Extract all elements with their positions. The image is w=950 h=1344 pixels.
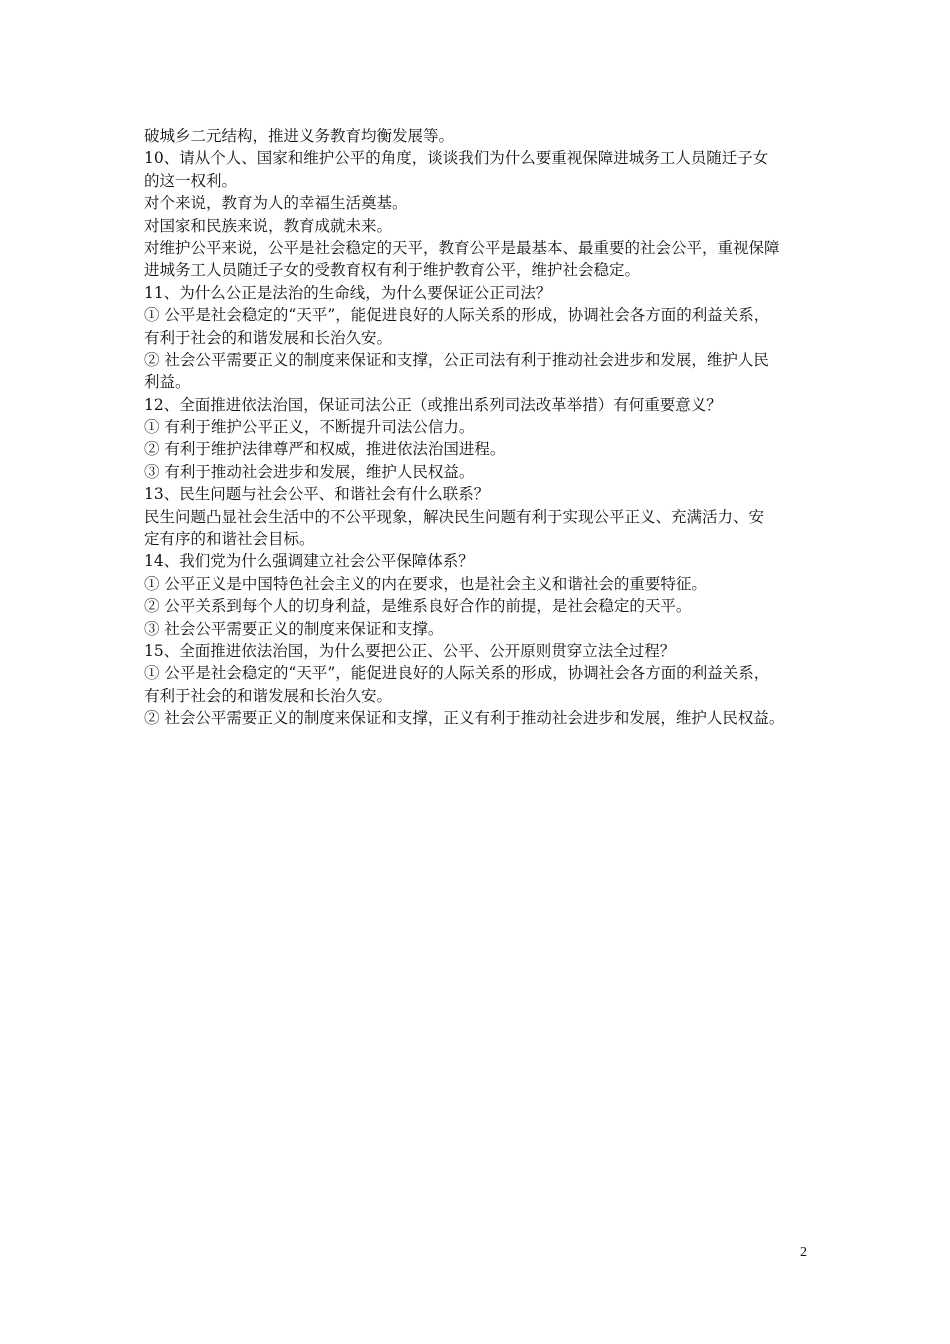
- question-15-line: 15、全面推进依法治国，为什么要把公正、公平、公开原则贯穿立法全过程？: [144, 641, 676, 660]
- question-10-line: 10、请从个人、国家和维护公平的角度，谈谈我们为什么要重视保障进城务工人员随迁子女: [144, 149, 769, 168]
- answer-line: 定有序的和谐社会目标。: [144, 530, 315, 549]
- answer-line: ② 公平关系到每个人的切身利益，是维系良好合作的前提，是社会稳定的天平。: [144, 597, 692, 616]
- answer-line: ③ 有利于推动社会进步和发展，维护人民权益。: [144, 462, 475, 481]
- text-line: 的这一权利。: [144, 171, 238, 190]
- answer-line: 利益。: [144, 373, 191, 392]
- answer-line: 民生问题凸显社会生活中的不公平现象，解决民生问题有利于实现公平正义、充满活力、安: [144, 507, 765, 526]
- answer-line: ② 有利于维护法律尊严和权威，推进依法治国进程。: [144, 440, 506, 459]
- question-13-line: 13、民生问题与社会公平、和谐社会有什么联系？: [144, 485, 490, 504]
- answer-line: 进城务工人员随迁子女的受教育权有利于维护教育公平，维护社会稳定。: [144, 261, 641, 280]
- answer-line: ③ 社会公平需要正义的制度来保证和支撑。: [144, 619, 444, 638]
- document-body: [144, 125, 824, 730]
- question-12-line: 12、全面推进依法治国，保证司法公正（或推出系列司法改革举措）有何重要意义？: [144, 395, 722, 414]
- answer-line: ① 有利于维护公平正义，不断提升司法公信力。: [144, 418, 475, 437]
- answer-line: 对维护公平来说，公平是社会稳定的天平，教育公平是最基本、最重要的社会公平，重视保障: [144, 238, 780, 257]
- text-line: 破城乡二元结构，推进义务教育均衡发展等。: [144, 127, 455, 145]
- question-14-line: 14、我们党为什么强调建立社会公平保障体系？: [144, 552, 474, 571]
- answer-line: ② 社会公平需要正义的制度来保证和支撑，公正司法有利于推动社会进步和发展，维护人民: [144, 350, 769, 369]
- answer-line: 对国家和民族来说，教育成就未来。: [144, 216, 393, 235]
- question-11-line: 11、为什么公正是法治的生命线，为什么要保证公正司法？: [144, 283, 552, 302]
- answer-line: 对个来说，教育为人的幸福生活奠基。: [144, 194, 408, 213]
- answer-line: ① 公平是社会稳定的“天平”，能促进良好的人际关系的形成，协调社会各方面的利益关系，: [144, 664, 770, 683]
- page-number: 2: [800, 1245, 807, 1260]
- answer-line: ① 公平是社会稳定的“天平”，能促进良好的人际关系的形成，协调社会各方面的利益关系，: [144, 306, 770, 325]
- answer-line: 有利于社会的和谐发展和长治久安。: [144, 328, 393, 347]
- answer-line: ② 社会公平需要正义的制度来保证和支撑，正义有利于推动社会进步和发展，维护人民权益。: [144, 709, 785, 728]
- answer-line: 有利于社会的和谐发展和长治久安。: [144, 686, 393, 705]
- answer-line: ① 公平正义是中国特色社会主义的内在要求，也是社会主义和谐社会的重要特征。: [144, 574, 707, 593]
